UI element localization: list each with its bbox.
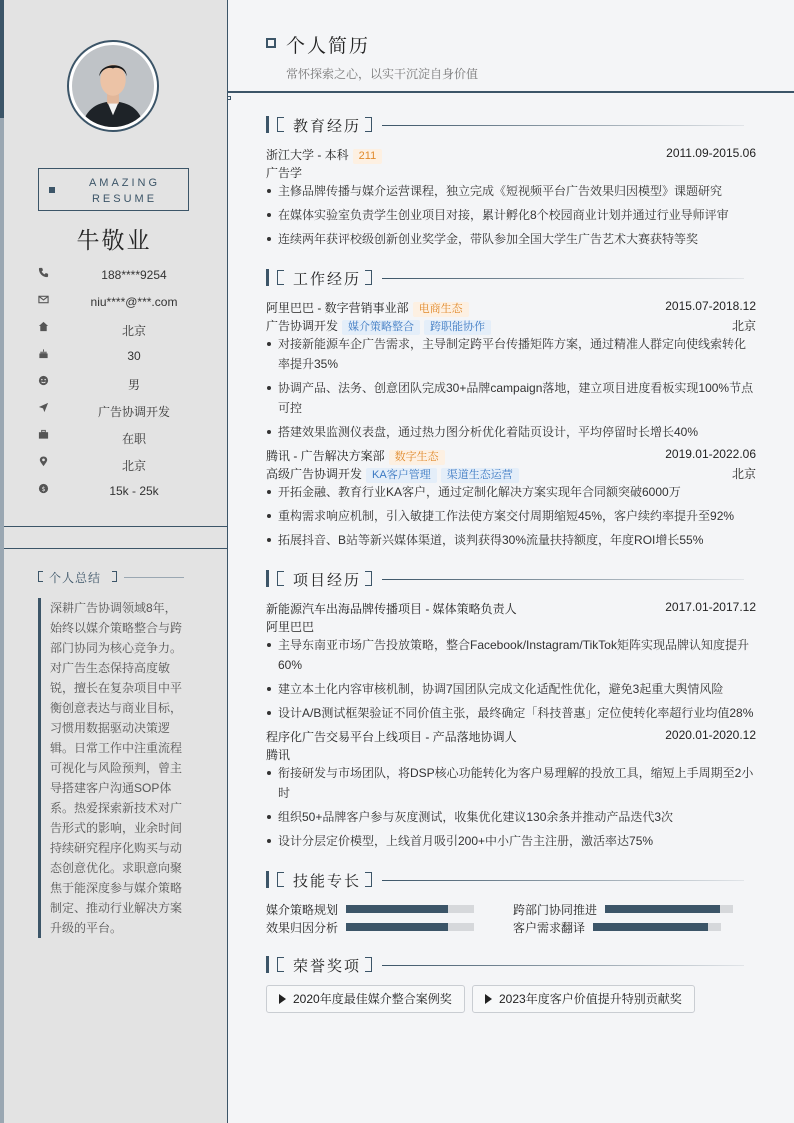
contact-info-list <box>0 264 228 507</box>
list-item: 设计分层定价模型，上线首月吸引200+中小广告主注册，激活率达75% <box>266 831 756 851</box>
sidebar-divider <box>4 526 227 527</box>
section-honors-title <box>266 956 744 974</box>
summary-heading-text: 个人总结 <box>49 571 102 585</box>
sidebar-divider <box>4 548 227 549</box>
project-name: 新能源汽车出海品牌传播项目 - 媒体策略负责人 <box>266 602 517 616</box>
skill-bar <box>593 923 721 931</box>
info-job-intention <box>0 399 228 426</box>
skill-bar-fill <box>605 905 720 913</box>
badge-line-1: AMAZING <box>88 177 161 189</box>
job-city: 北京 <box>731 467 756 481</box>
education-date: 2011.09-2015.06 <box>666 146 756 160</box>
email-value: niu****@***.com <box>90 295 178 309</box>
education-major: 广告学 <box>266 166 303 180</box>
job-city: 北京 <box>731 319 756 333</box>
info-email <box>0 291 228 318</box>
person-name: 牛敬业 <box>76 227 152 253</box>
section-skills-title <box>266 871 744 889</box>
skill-item <box>513 919 723 935</box>
job-header <box>266 447 756 465</box>
award-label: 2020年度最佳媒介整合案例奖 <box>293 992 452 1006</box>
list-item: 建立本土化内容审核机制，协调7国团队完成文化适配性优化，避免3起重大舆情风险 <box>266 679 756 699</box>
education-bullets <box>266 181 756 253</box>
skill-name: 跨部门协同推进 <box>513 903 598 917</box>
project-org-row <box>266 746 756 764</box>
list-item: 对接新能源车企广告需求，主导制定跨平台传播矩阵方案，通过精准人群定向使线索转化率提升35% <box>266 334 756 374</box>
list-item: 协调产品、法务、创意团队完成30+品牌campaign落地，建立项目进度看板实现100%节点可控 <box>266 378 756 418</box>
list-item: 拓展抖音、B站等新兴媒体渠道，谈判获得30%流量扶持额度，年度ROI增长55% <box>266 530 756 550</box>
list-item: 衔接研发与市场团队，将DSP核心功能转化为客户易理解的投放工具，缩短上手周期至2小时 <box>266 763 756 803</box>
salary-value: 15k - 25k <box>109 484 159 498</box>
main-content <box>228 0 794 1123</box>
skill-bar-fill <box>593 923 708 931</box>
hometown-value: 北京 <box>121 324 146 338</box>
project-bullets <box>266 763 756 855</box>
skill-name: 媒介策略规划 <box>266 903 339 917</box>
skill-bar-fill <box>346 905 448 913</box>
education-major-row <box>266 164 756 182</box>
list-item: 设计A/B测试框架验证不同价值主张，最终确定「科技普惠」定位使转化率超行业均值28% <box>266 703 756 723</box>
school-name: 浙江大学 - 本科 <box>266 148 349 162</box>
project-date: 2020.01-2020.12 <box>665 728 756 742</box>
project-header <box>266 728 756 746</box>
job-role-row <box>266 465 756 483</box>
project-bullets <box>266 635 756 727</box>
job-role: 高级广告协调开发 <box>266 467 363 481</box>
info-location <box>0 453 228 480</box>
company-tag: 电商生态 <box>413 302 469 317</box>
skill-item <box>266 901 476 917</box>
project-name: 程序化广告交易平台上线项目 - 产品落地协调人 <box>266 730 517 744</box>
list-item: 连续两年获评校级创新创业奖学金，带队参加全国大学生广告艺术大赛获特等奖 <box>266 229 756 249</box>
header-divider <box>228 91 794 93</box>
skill-bar-fill <box>346 923 448 931</box>
project-org: 腾讯 <box>266 748 291 762</box>
project-date: 2017.01-2017.12 <box>665 600 756 614</box>
section-title-text: 教育经历 <box>293 118 362 135</box>
info-hometown <box>0 318 228 345</box>
sidebar <box>0 0 228 1123</box>
list-item: 组织50+品牌客户参与灰度测试，收集优化建议130余条并推动产品迭代3次 <box>266 807 756 827</box>
header-dot <box>227 96 231 100</box>
job-intention-value: 广告协调开发 <box>97 405 170 419</box>
location-value: 北京 <box>121 459 146 473</box>
project-org-row <box>266 618 756 636</box>
project-org: 阿里巴巴 <box>266 620 315 634</box>
skill-item <box>513 901 733 917</box>
page-title: 个人简历 <box>286 36 371 57</box>
section-title-text: 项目经历 <box>293 572 362 589</box>
play-triangle-icon <box>279 994 286 1004</box>
section-projects-title <box>266 570 744 588</box>
summary-heading <box>38 569 184 583</box>
list-item: 主导东南亚市场广告投放策略，整合Facebook/Instagram/TikTok矩阵实现品牌认知度提升60% <box>266 635 756 675</box>
job-date: 2019.01-2022.06 <box>665 447 756 461</box>
list-item: 重构需求响应机制，引入敏捷工作法使方案交付周期缩短45%，客户续约率提升至92% <box>266 506 756 526</box>
skill-name: 客户需求翻译 <box>513 921 586 935</box>
project-header <box>266 600 756 618</box>
company-name: 腾讯 - 广告解决方案部 <box>266 449 385 463</box>
role-tag: KA客户管理 <box>366 468 437 483</box>
status-value: 在职 <box>121 432 146 446</box>
play-triangle-icon <box>485 994 492 1004</box>
info-status <box>0 426 228 453</box>
age-value: 30 <box>127 349 141 363</box>
list-item: 开拓金融、教育行业KA客户，通过定制化解决方案实现年合同额突破6000万 <box>266 482 756 502</box>
job-bullets <box>266 482 756 554</box>
job-header <box>266 299 756 317</box>
role-tag: 跨职能协作 <box>424 320 491 335</box>
job-date: 2015.07-2018.12 <box>665 299 756 313</box>
skill-name: 效果归因分析 <box>266 921 339 935</box>
award-badge <box>266 985 465 1013</box>
amazing-resume-badge <box>38 168 189 211</box>
section-title-text: 技能专长 <box>293 873 362 890</box>
info-age <box>0 345 228 372</box>
info-gender <box>0 372 228 399</box>
job-bullets <box>266 334 756 446</box>
company-name: 阿里巴巴 - 数字营销事业部 <box>266 301 409 315</box>
svg-text:$: $ <box>41 484 46 493</box>
award-label: 2023年度客户价值提升特别贡献奖 <box>499 992 682 1006</box>
section-work-title <box>266 269 744 287</box>
phone-value: 188****9254 <box>101 268 167 282</box>
award-badge <box>472 985 695 1013</box>
header-square-icon <box>266 38 276 48</box>
company-tag: 数字生态 <box>389 450 445 465</box>
section-title-text: 荣誉奖项 <box>293 958 362 975</box>
badge-line-2: RESUME <box>91 193 158 205</box>
skill-bar <box>346 905 474 913</box>
job-role: 广告协调开发 <box>266 319 339 333</box>
info-phone <box>0 264 228 291</box>
school-tag: 211 <box>353 149 383 164</box>
section-education-title <box>266 116 744 134</box>
avatar <box>67 40 159 132</box>
sidebar-accent-strip <box>0 0 4 1123</box>
page-subtitle: 常怀探索之心，以实干沉淀自身价值 <box>286 67 479 81</box>
job-role-row <box>266 317 756 335</box>
list-item: 主修品牌传播与媒介运营课程，独立完成《短视频平台广告效果归因模型》课题研究 <box>266 181 756 201</box>
section-title-text: 工作经历 <box>293 271 362 288</box>
role-tag: 媒介策略整合 <box>342 320 420 335</box>
role-tag: 渠道生态运营 <box>441 468 519 483</box>
summary-text: 深耕广告协调领域8年，始终以媒介策略整合与跨部门协同为核心竞争力。对广告生态保持高度敏锐，擅长在复杂项目中平衡创意表达与商业目标，习惯用数据驱动决策逻辑。日常工作中注重流程可视化与风险预判，曾主导搭建客户沟通SOP体系。热爱探索新技术对广告形式的影响，业余时间持续研究程序化购买与动态创意优化。求职意向聚焦于能深度参与媒介策略制定、推动行业解决方案升级的平台。 <box>38 598 185 938</box>
gender-value: 男 <box>127 378 140 392</box>
skill-item <box>266 919 476 935</box>
list-item: 搭建效果监测仪表盘，通过热力图分析优化着陆页设计，平均停留时长增长40% <box>266 422 756 442</box>
education-header <box>266 146 756 164</box>
list-item: 在媒体实验室负责学生创业项目对接，累计孵化8个校园商业计划并通过行业导师评审 <box>266 205 756 225</box>
skill-bar <box>346 923 474 931</box>
skill-bar <box>605 905 733 913</box>
info-salary <box>0 480 228 507</box>
